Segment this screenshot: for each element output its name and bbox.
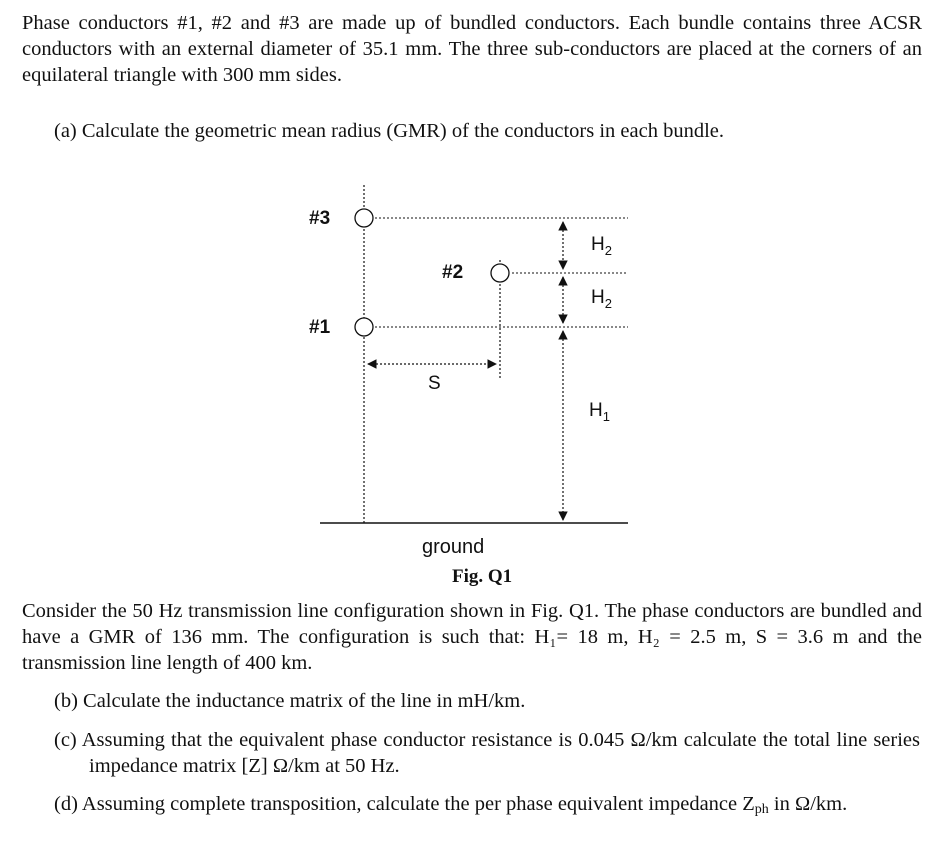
label-h1: $H_1$ xyxy=(589,400,610,424)
part-b-question: (b) Calculate the inductance matrix of the line in mH/km. xyxy=(54,690,526,712)
configuration-paragraph: Consider the 50 Hz transmission line configuration shown in Fig. Q1. The phase conductors are bundled and have a GMR of 136 mm. The configuration is such that: H₁= 18 m, H₂ = 2.5 m, S = 3.6 m and the transmission line length of 400 km. xyxy=(22,600,922,674)
label-conductor-1: #1 xyxy=(309,317,331,338)
label-ground: ground xyxy=(422,536,485,558)
label-h2-upper: $H_2$ xyxy=(591,234,612,258)
conductor-2 xyxy=(491,264,509,282)
label-conductor-2: #2 xyxy=(442,262,464,283)
conductor-1 xyxy=(355,318,373,336)
intro-paragraph: Phase conductors #1, #2 and #3 are made up of bundled conductors. Each bundle contains three ACSR conductors with an external diameter of 35.1 mm. The three sub-conductors are placed at the corners of an equilateral triangle with 300 mm sides. xyxy=(22,12,922,86)
label-h2-lower: $H_2$ xyxy=(591,287,612,311)
figure-caption: Fig. Q1 xyxy=(452,566,513,587)
conductor-3 xyxy=(355,209,373,227)
label-conductor-3: #3 xyxy=(309,208,331,229)
part-c-question: (c) Assuming that the equivalent phase conductor resistance is 0.045 Ω/km calculate the total line series impedance matrix [Z] Ω/km at 50 Hz. xyxy=(54,729,920,777)
part-a-question: (a) Calculate the geometric mean radius (GMR) of the conductors in each bundle. xyxy=(54,120,724,142)
part-d-question: (d) Assuming complete transposition, calculate the per phase equivalent impedance $Z_{ph}$ in Ω/km. xyxy=(54,793,848,817)
label-s: S xyxy=(428,373,441,394)
